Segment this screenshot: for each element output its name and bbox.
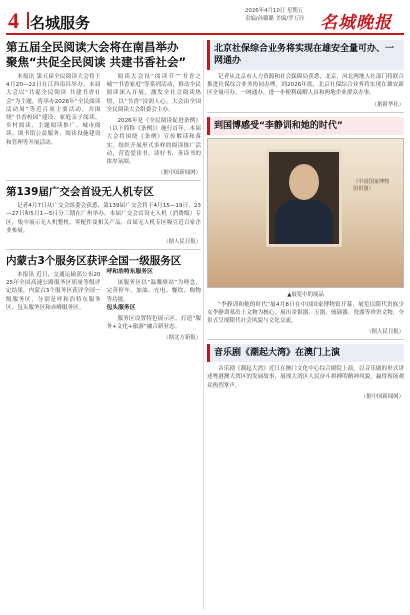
article-exhibition bbox=[207, 117, 404, 336]
article-service-area bbox=[6, 254, 201, 341]
photo-caption: ▲展览中的展品 bbox=[287, 291, 324, 298]
article-headline: 北京社保综合业务将实现在雄安全量可办、一网通办 bbox=[207, 40, 404, 70]
subheading: 包头服务区 bbox=[106, 304, 136, 311]
exhibit-photo bbox=[207, 138, 404, 288]
paragraph: 阅读大会设“阅读节”“书香之城”“书香家庭”等系列活动，推动全民阅读深入开展，激发全社会阅读热情，以“书香”浸润人心。大会由全国全民阅读大会组委会主办。 bbox=[106, 74, 201, 113]
paragraph: 记者4月7日从广交会组委会获悉，第139届广交会将于4月15—19日、23—27日和5月1—5日分三期在广州举办。本届广交会首设无人机（消费级）专区，集中展示无人机整机、零配件及相关产品，首届无人机专区吸引近百家企业参展。 bbox=[6, 203, 201, 234]
article-headline: 音乐剧《潮起大湾》在澳门上演 bbox=[207, 344, 404, 362]
article-reading bbox=[6, 40, 201, 176]
paragraph: 本报讯 第五届全民阅读大会将于4月20—22日在江西南昌举办。本届大会以“共促全民阅读 共建书香社会”为主题，将举办2026年“全民阅读活动周”等近百项主要活动，并围绕“书香校园”建设、家庭亲子阅读、乡村阅读、主题阅读推广、城市阅读、图书馆公益服务、阅读设施建设和管理等开展活动。 bbox=[6, 74, 101, 146]
article-source: （据新华社） bbox=[371, 101, 404, 108]
article-headline: 内蒙古3个服务区获评全国一级服务区 bbox=[6, 255, 182, 268]
paragraph: 本报讯 近日，交通运输部公布2025年全国高速公路服务区质量等级评定结果，内蒙古3个服务区获评全国一级服务区，分别是呼和浩特东服务区、包头服务区和赤峰服务区。 bbox=[6, 272, 101, 311]
paragraph: 服务区设置特色展示区，打造“服务+文化+旅游”融合新业态。 bbox=[106, 316, 201, 331]
article-separator bbox=[207, 339, 404, 340]
editor-credit: 责编/孙璐璐 美编/罗万玲 bbox=[245, 16, 305, 22]
issue-date: 2026年4月10日 星期五 bbox=[245, 8, 304, 14]
article-body bbox=[6, 70, 201, 166]
paragraph: 2026年是《全民阅读促进条例》（以下简称《条例》）施行首年。本届大会将围绕《条例》宣传解读和落实，组织开展形式多样的阅读推广活动，营造爱读书、读好书、善读书的浓厚氛围。 bbox=[106, 118, 201, 166]
article-social-security bbox=[207, 40, 404, 108]
subheading: 呼和浩特东服务区 bbox=[106, 269, 153, 276]
masthead-rule bbox=[6, 33, 404, 35]
portrait-coat bbox=[275, 200, 333, 244]
section-name: 名城服务 bbox=[30, 14, 91, 32]
left-column bbox=[6, 40, 201, 341]
column-divider bbox=[203, 40, 204, 610]
article-headline: 到国博感受“李静训和她的时代” bbox=[207, 117, 404, 135]
article-source: （据北方新报） bbox=[163, 335, 201, 342]
right-column bbox=[207, 40, 404, 400]
portrait-face bbox=[289, 164, 319, 200]
article-headline: 第139届广交会首设无人机专区 bbox=[6, 186, 154, 199]
photo-credit: （中国国家博物馆供图） bbox=[353, 178, 390, 192]
article-separator bbox=[6, 249, 201, 250]
paragraph: 音乐剧《潮起大湾》近日在澳门文化中心综合剧院上演，以音乐剧的形式讲述粤港澳大湾区的发展故事，展现大湾区人民奋斗拼搏的精神风貌，赢得现场观众热烈掌声。 bbox=[207, 366, 404, 389]
portrait-painting bbox=[266, 149, 342, 247]
article-fair bbox=[6, 185, 201, 245]
article-source: （据中国新闻网） bbox=[157, 170, 201, 177]
masthead bbox=[0, 0, 410, 36]
article-separator bbox=[6, 180, 201, 181]
paragraph: “李静训和她的时代”展4月8日在中国国家博物馆开幕，展览以隋代贵族少女李静训墓出土文物为核心，展出金银器、玉器、琉璃器、瓷器等珍贵文物，全景式呈现隋代社会风貌与文化交流。 bbox=[207, 301, 404, 325]
article-source: （据人民日报） bbox=[163, 239, 201, 246]
newspaper-logo: 名城晚报 bbox=[320, 13, 392, 33]
article-separator bbox=[207, 112, 404, 113]
article-subheadline: 聚焦“共促全民阅读 共建书香社会” bbox=[6, 55, 187, 69]
paragraph: 记者从北京市人力资源和社会保障局获悉，北京、河北两地人社部门将联合推进社保综合业务协同办理，到2026年底，北京社保综合业务将实现在雄安新区全量可办、一网通办，进一步便利疏解人员和两地企业群众办事。 bbox=[207, 74, 404, 97]
article-body bbox=[6, 268, 201, 331]
article-headline: 第五届全民阅读大会将在南昌举办 bbox=[6, 40, 179, 54]
issue-meta bbox=[245, 7, 304, 23]
article-source: （据中国新闻网） bbox=[360, 393, 404, 400]
page-number: 4 bbox=[8, 8, 19, 33]
paragraph: 该服务区以“温馨驿站”为理念，完善停车、加油、充电、餐饮、购物等功能。 bbox=[106, 280, 201, 303]
article-musical bbox=[207, 344, 404, 400]
article-source: （据人民日报） bbox=[366, 329, 404, 336]
section-divider bbox=[27, 12, 29, 29]
